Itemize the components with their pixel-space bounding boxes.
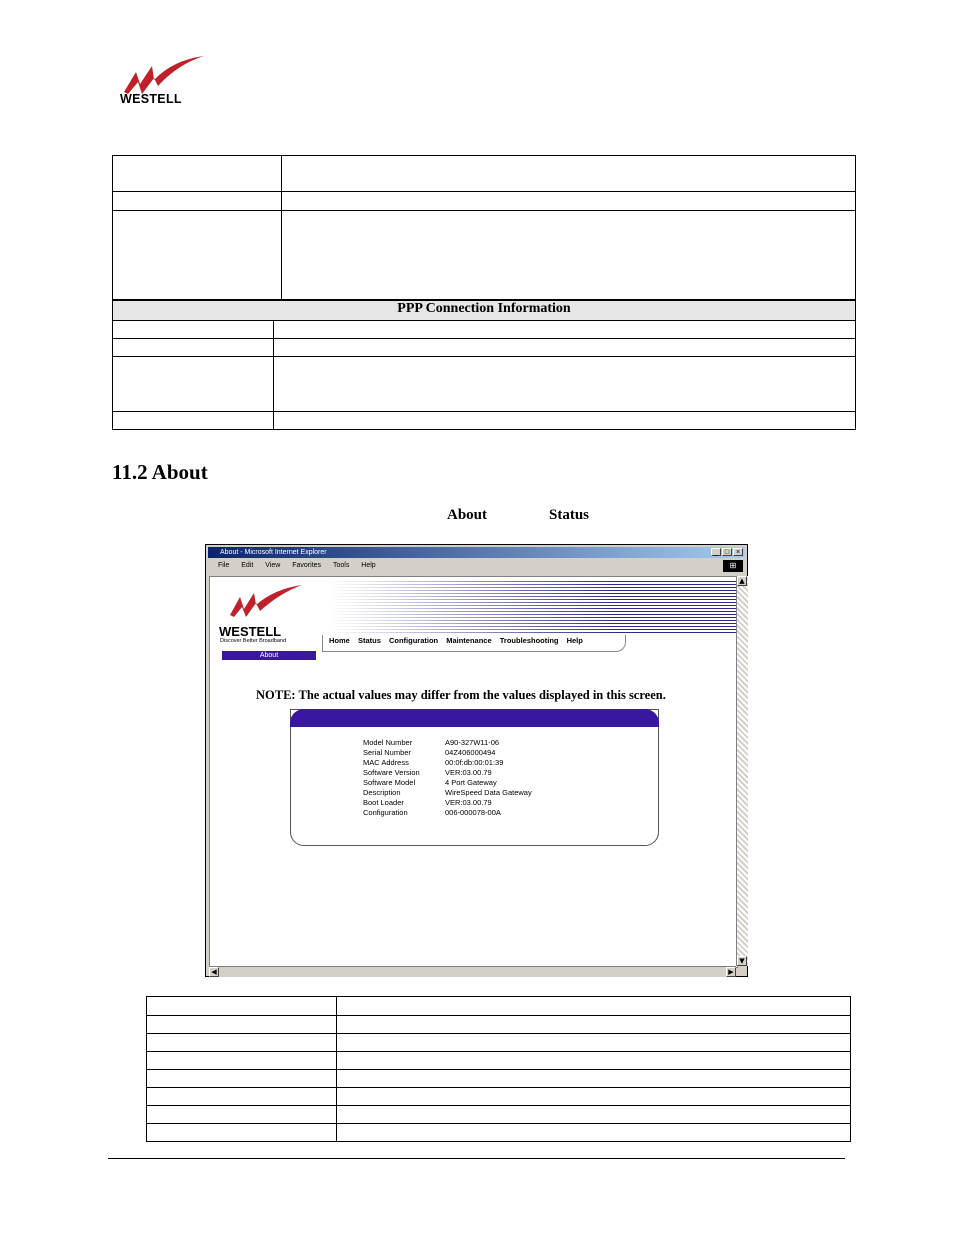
table-cell [113, 339, 274, 357]
table-cell [274, 412, 856, 430]
info-label: Boot Loader [363, 798, 404, 807]
table-cell [147, 1106, 337, 1124]
vertical-scrollbar[interactable] [736, 576, 748, 966]
table-cell [274, 339, 856, 357]
nav-troubleshooting[interactable]: Troubleshooting [499, 636, 559, 645]
minimize-icon[interactable]: _ [711, 548, 721, 556]
menu-help[interactable]: Help [361, 562, 376, 569]
info-list [363, 738, 532, 818]
info-value: 4 Port Gateway [445, 778, 497, 787]
table-cell [147, 1124, 337, 1142]
info-row [363, 808, 532, 818]
table-cell [337, 1106, 851, 1124]
info-label: Software Version [363, 768, 420, 777]
logo-wordmark: WESTELL [120, 92, 182, 106]
westell-logo-icon [226, 585, 306, 625]
ppp-table [112, 300, 856, 430]
info-label: Serial Number [363, 748, 411, 757]
browser-window [205, 544, 748, 977]
info-value: 00:0f:db:00:01:39 [445, 758, 504, 767]
table-cell [337, 997, 851, 1016]
table-cell [274, 321, 856, 339]
info-row [363, 738, 532, 748]
info-value: A90-327W11-06 [445, 738, 500, 747]
info-label: Description [363, 788, 401, 797]
table-cell [337, 1124, 851, 1142]
maximize-icon[interactable]: □ [722, 548, 732, 556]
nav-configuration[interactable]: Configuration [388, 636, 439, 645]
page-brand: WESTELL [219, 624, 282, 639]
scroll-right-icon[interactable]: ▶ [726, 967, 736, 977]
info-row [363, 778, 532, 788]
windows-logo-icon: ⊞ [723, 560, 743, 572]
status-reference: Status [549, 507, 590, 523]
menu-tools[interactable]: Tools [333, 562, 350, 569]
menu-file[interactable]: File [218, 562, 230, 569]
menu-favorites[interactable]: Favorites [292, 562, 322, 569]
info-row [363, 798, 532, 808]
table-cell [337, 1034, 851, 1052]
table-cell [113, 156, 282, 192]
table-cell [147, 997, 337, 1016]
nav-help[interactable]: Help [566, 636, 583, 645]
horizontal-scrollbar[interactable] [209, 966, 736, 977]
info-value: VER:03.00.79 [445, 768, 492, 777]
browser-menu-bar [208, 559, 745, 573]
table-cell [147, 1016, 337, 1034]
menu-view[interactable]: View [265, 562, 281, 569]
browser-title: About - Microsoft Internet Explorer [220, 549, 327, 556]
table-cell [282, 211, 856, 300]
footer-rule [108, 1158, 845, 1159]
tab-about[interactable]: About [222, 651, 316, 660]
page-tagline: Discover Better Broadband [220, 638, 287, 644]
info-value: WireSpeed Data Gateway [445, 788, 532, 797]
table-cell [337, 1016, 851, 1034]
info-row [363, 768, 532, 778]
table-cell [147, 1052, 337, 1070]
nav-maintenance[interactable]: Maintenance [446, 636, 492, 645]
info-label: MAC Address [363, 758, 409, 767]
info-label: Configuration [363, 808, 408, 817]
about-reference: About [447, 507, 488, 523]
about-info-card [290, 709, 659, 846]
table-cell [337, 1088, 851, 1106]
table-cell [113, 321, 274, 339]
table-cell [147, 1070, 337, 1088]
ppp-table-header: PPP Connection Information [113, 301, 856, 321]
table-cell [113, 192, 282, 211]
info-value: 006-000078-00A [445, 808, 501, 817]
info-row [363, 788, 532, 798]
table-cell [337, 1052, 851, 1070]
scroll-down-icon[interactable]: ▼ [737, 956, 747, 966]
table-cell [147, 1088, 337, 1106]
table-cell [147, 1034, 337, 1052]
table-cell [113, 412, 274, 430]
browser-title-bar [208, 547, 745, 558]
info-row [363, 748, 532, 758]
table-cell [282, 192, 856, 211]
table-cell [274, 357, 856, 412]
table-cell [337, 1070, 851, 1088]
nav-status[interactable]: Status [357, 636, 381, 645]
scroll-left-icon[interactable]: ◀ [209, 967, 219, 977]
browser-viewport [209, 576, 738, 968]
info-label: Model Number [363, 738, 413, 747]
table-cell [113, 357, 274, 412]
bottom-table [146, 996, 851, 1142]
table-cell [282, 156, 856, 192]
header-stripes [330, 581, 737, 635]
page-nav [322, 635, 626, 652]
table-cell [113, 211, 282, 300]
note-text: NOTE: The actual values may differ from the values displayed in this screen. [256, 688, 666, 702]
section-heading: 11.2 About [112, 460, 208, 484]
info-label: Software Model [363, 778, 416, 787]
close-icon[interactable]: × [733, 548, 743, 556]
scroll-up-icon[interactable]: ▲ [737, 576, 747, 586]
info-value: VER:03.00.79 [445, 798, 492, 807]
nav-home[interactable]: Home [329, 636, 350, 645]
info-value: 04Z406000494 [445, 748, 496, 757]
top-table [112, 155, 856, 300]
info-row [363, 758, 532, 768]
menu-edit[interactable]: Edit [241, 562, 254, 569]
card-header [290, 709, 659, 727]
